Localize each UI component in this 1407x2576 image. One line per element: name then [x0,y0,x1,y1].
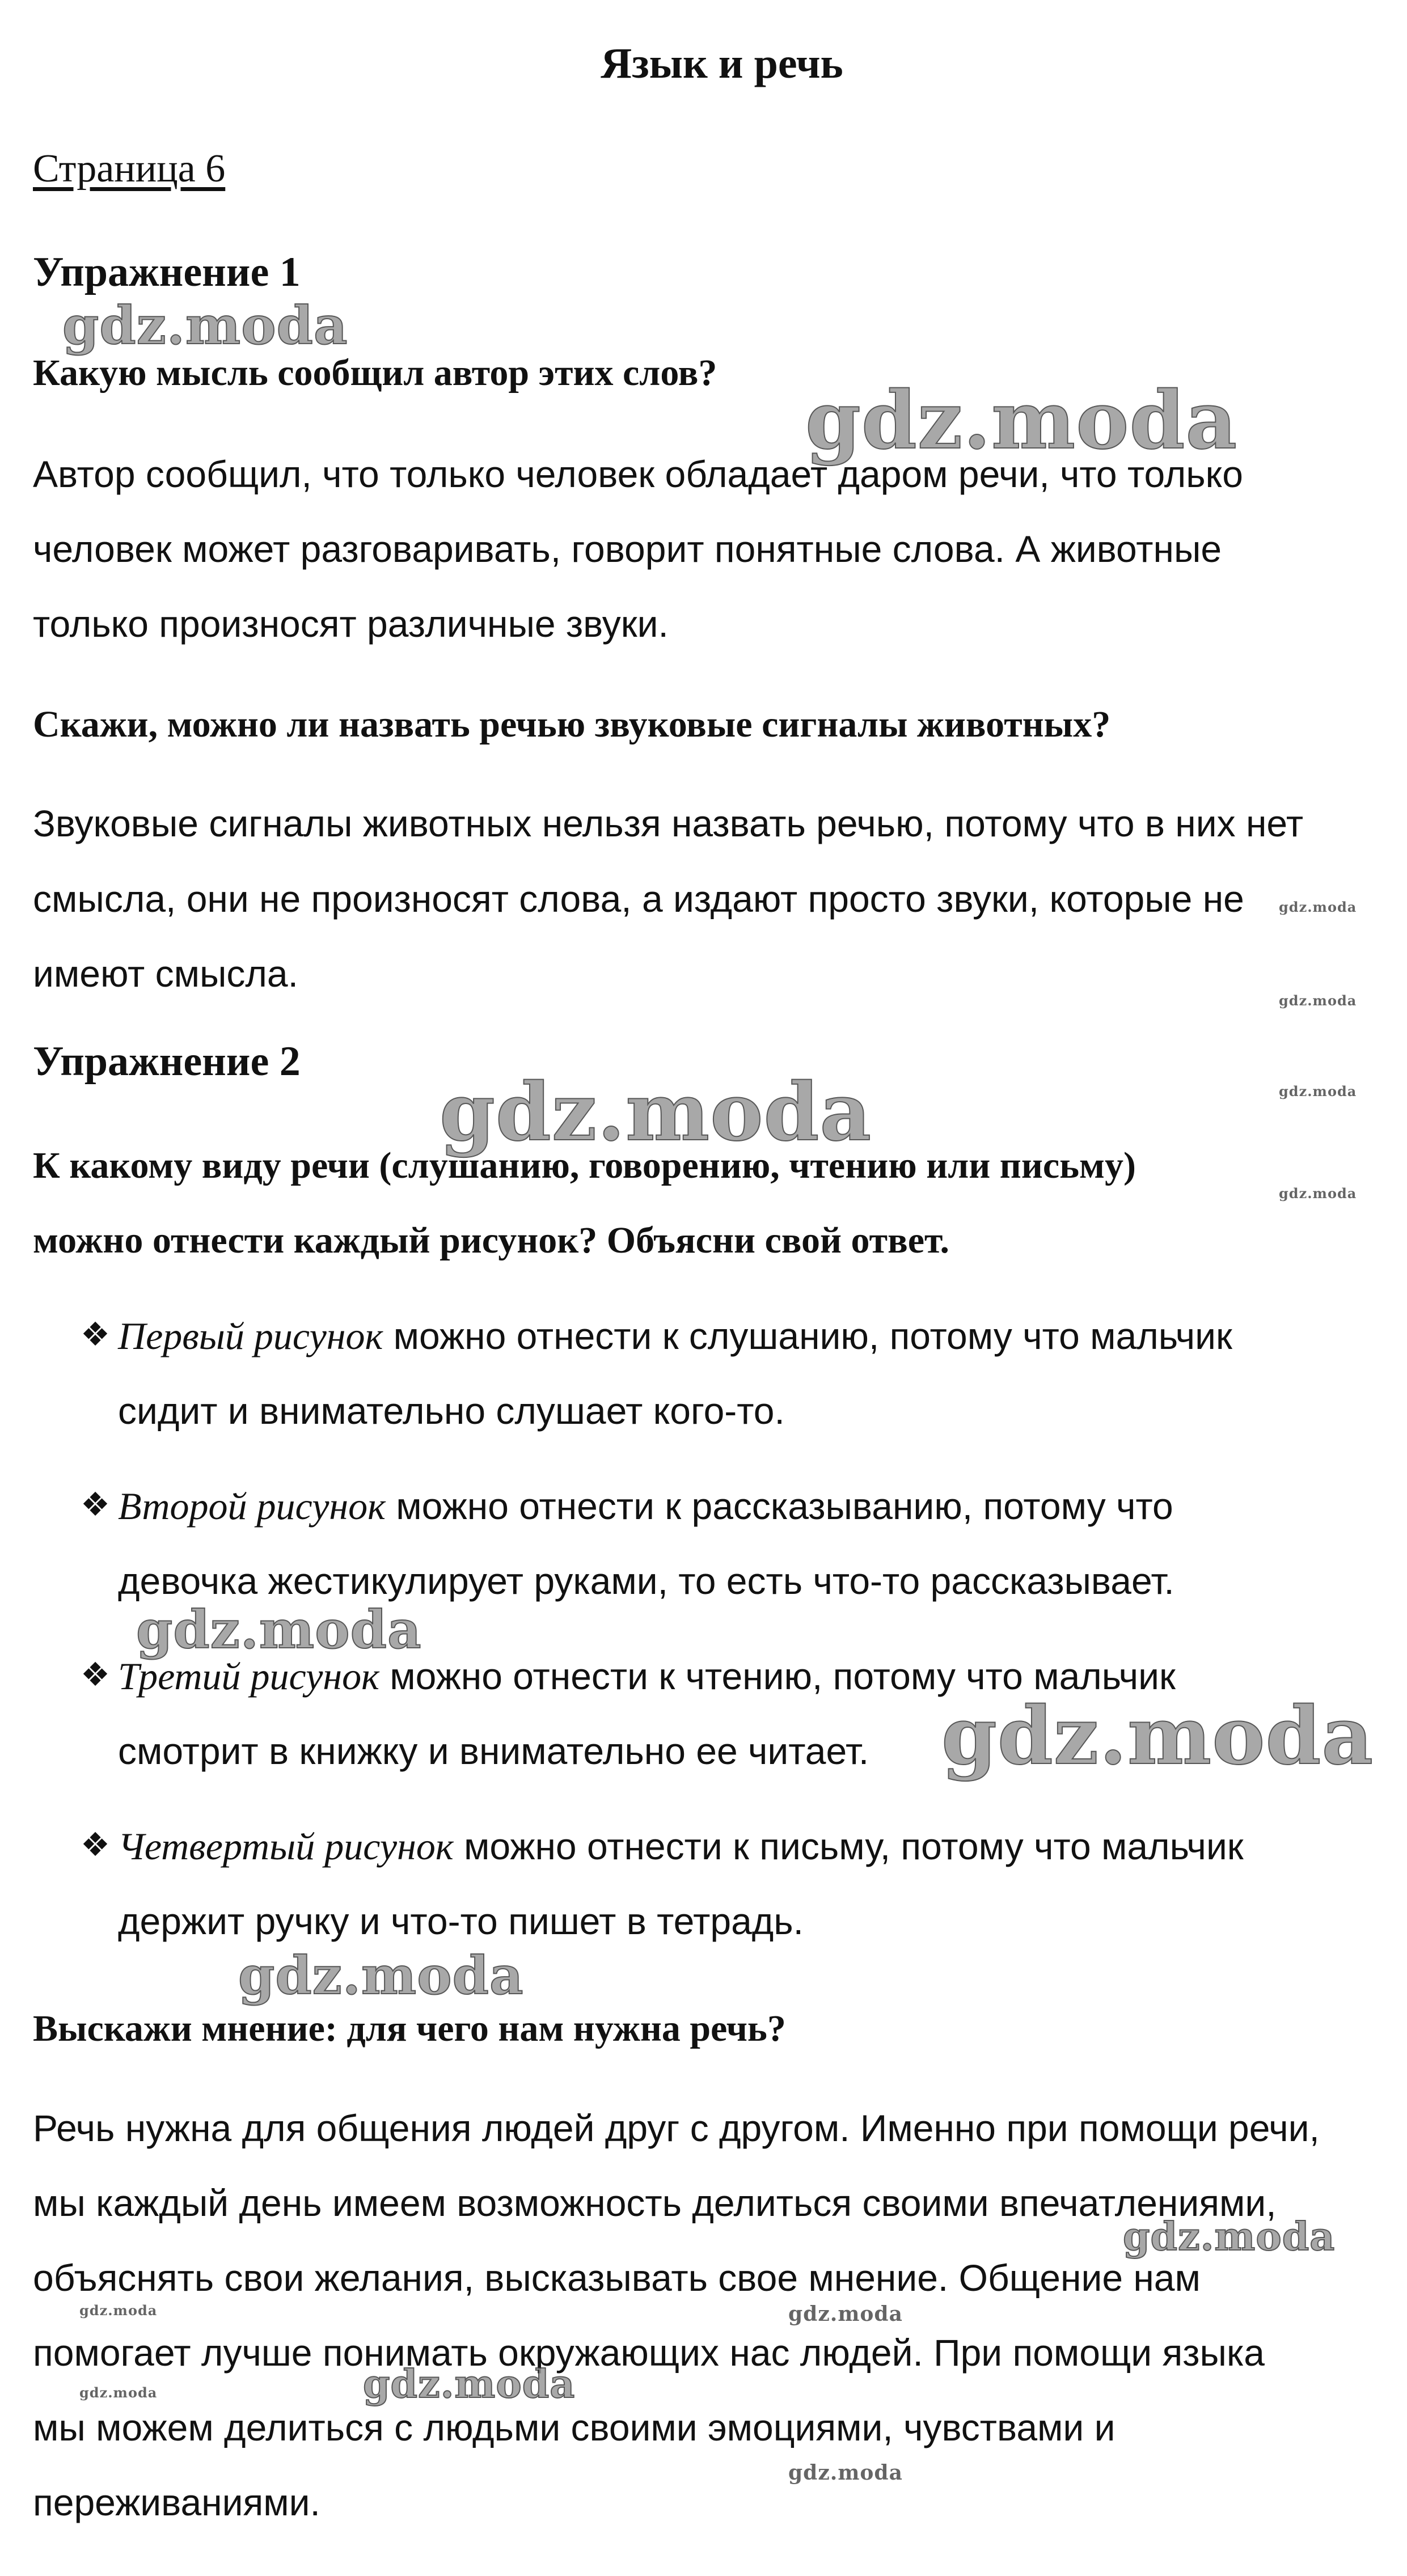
watermark: gdz.moda [238,1945,524,2006]
list-item-continuation: держит ручку и что-то пишет в тетрадь. [118,1900,804,1942]
exercise-1-answer-1-line: человек может разговаривать, говорит понятные слова. А животные [33,528,1222,570]
watermark: gdz.moda [1279,899,1357,915]
exercise-1-answer-1-line: Автор сообщил, что только человек обладает даром речи, что только [33,453,1243,495]
diamond-bullet-icon: ❖ [81,1315,110,1353]
watermark: gdz.moda [79,2384,158,2401]
exercise-2-answer-3-line: объяснять свои желания, высказывать свое мнение. Общение нам [33,2257,1201,2299]
list-item-continuation: сидит и внимательно слушает кого-то. [118,1390,785,1432]
list-item [118,1478,1173,1534]
list-item [118,1818,1244,1875]
watermark: gdz.moda [805,374,1238,467]
watermark: gdz.moda [941,1690,1374,1783]
exercise-1-answer-2-line: смысла, они не произносят слова, а издают просто звуки, которые не [33,878,1244,920]
watermark: gdz.moda [136,1599,422,1660]
watermark: gdz.moda [1279,1083,1357,1099]
watermark: gdz.moda [62,295,348,356]
list-item [118,1308,1232,1364]
diamond-bullet-icon: ❖ [81,1825,110,1864]
watermark: gdz.moda [363,2362,576,2407]
exercise-1-answer-1-line: только произносят различные звуки. [33,603,669,645]
watermark: gdz.moda [788,2302,903,2326]
list-item-continuation: смотрит в книжку и внимательно ее читает. [118,1730,869,1772]
exercise-2-question-3: Выскажи мнение: для чего нам нужна речь? [33,2008,786,2049]
document-title: Язык и речь [601,40,843,87]
item-text: можно отнести к слушанию, потому что мальчик [383,1315,1232,1357]
item-text: можно отнести к письму, потому что мальчик [453,1825,1244,1867]
watermark: gdz.moda [788,2461,903,2485]
exercise-1-question-2: Скажи, можно ли назвать речью звуковые сигналы животных? [33,704,1111,745]
exercise-1-question-1: Какую мысль сообщил автор этих слов? [33,352,717,394]
exercise-1-answer-2-line: Звуковые сигналы животных нельзя назвать речью, потому что в них нет [33,802,1304,844]
watermark: gdz.moda [440,1066,872,1159]
item-term: Третий рисунок [118,1655,379,1698]
list-item-continuation: девочка жестикулирует руками, то есть что-то рассказывает. [118,1560,1174,1602]
exercise-2-answer-3-line: Речь нужна для общения людей друг с другом. Именно при помощи речи, [33,2107,1320,2149]
item-term: Второй рисунок [118,1484,386,1528]
exercise-1-heading: Упражнение 1 [33,249,301,295]
exercise-2-answer-3-line: мы каждый день имеем возможность делиться своими впечатлениями, [33,2182,1277,2224]
exercise-2-answer-3-line: мы можем делиться с людьми своими эмоциями, чувствами и [33,2406,1116,2448]
page-label: Страница 6 [33,147,226,191]
watermark: gdz.moda [1279,992,1357,1009]
watermark: gdz.moda [1279,1185,1357,1202]
item-text: можно отнести к рассказыванию, потому что [385,1485,1173,1527]
exercise-2-question-line: можно отнести каждый рисунок? Объясни свой ответ. [33,1220,949,1261]
item-term: Четвертый рисунок [118,1825,454,1868]
exercise-2-heading: Упражнение 2 [33,1038,301,1085]
watermark: gdz.moda [79,2302,158,2319]
exercise-2-answer-3-line: помогает лучше понимать окружающих нас людей. При помощи языка [33,2332,1265,2374]
exercise-2-answer-3-line: переживаниями. [33,2481,320,2523]
item-term: Первый рисунок [118,1314,383,1357]
watermark: gdz.moda [1123,2214,1336,2260]
item-text: можно отнести к чтению, потому что мальчик [379,1655,1176,1697]
exercise-2-question-line: К какому виду речи (слушанию, говорению, чтению или письму) [33,1145,1136,1186]
diamond-bullet-icon: ❖ [81,1485,110,1524]
diamond-bullet-icon: ❖ [81,1655,110,1694]
exercise-1-answer-2-line: имеют смысла. [33,953,298,995]
